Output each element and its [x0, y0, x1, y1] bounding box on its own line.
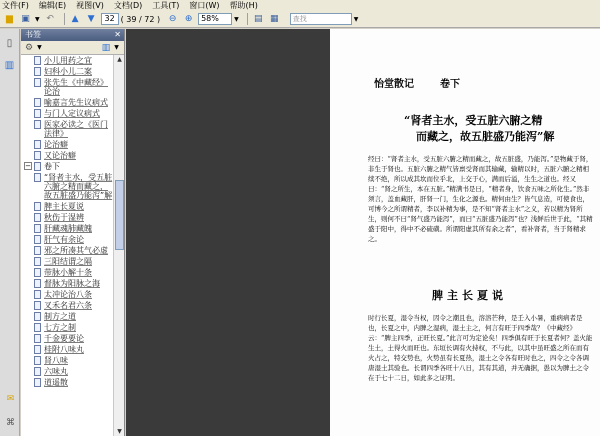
bookmark-icon: [34, 98, 41, 107]
bookmark-item[interactable]: [21, 333, 113, 344]
header-volume: 卷下: [440, 79, 460, 90]
bookmark-dropdown-icon[interactable]: ▼: [114, 44, 119, 51]
bookmark-label: 邪之所凑其气必虚: [44, 246, 108, 255]
chevron-down-icon[interactable]: ▼: [35, 15, 40, 23]
bookmark-icon: [34, 109, 41, 118]
bookmark-icon: [34, 151, 41, 160]
page-header: [374, 75, 460, 90]
bookmark-icon: [34, 257, 41, 266]
bookmark-scrollbar[interactable]: [113, 55, 124, 436]
bookmark-icon: [34, 367, 41, 376]
bookmark-label: 督脉为阳脉之海: [44, 279, 100, 288]
bookmark-item[interactable]: [21, 322, 113, 333]
fit-page-icon[interactable]: ▦: [269, 13, 279, 24]
print-icon[interactable]: ▣: [21, 13, 30, 24]
bookmark-icon: [34, 56, 41, 65]
bookmark-icon: [34, 312, 41, 321]
bookmark-label: 医家必读之《医门法律》: [44, 120, 108, 138]
bookmark-item[interactable]: [21, 289, 113, 300]
toolbar-divider: [247, 13, 248, 25]
bookmark-icon: [34, 162, 41, 171]
toolbar-divider: [64, 13, 65, 25]
bookmark-icon: [34, 356, 41, 365]
menu-edit[interactable]: 编辑(E): [38, 1, 67, 10]
bookmark-icon: [34, 202, 41, 211]
bookmark-item[interactable]: [21, 344, 113, 355]
bookmark-icon: [34, 246, 41, 255]
zoom-out-icon[interactable]: ⊖: [168, 13, 177, 24]
bookmark-icon: [34, 345, 41, 354]
scroll-down-icon[interactable]: ▼: [117, 428, 122, 435]
bookmark-label: 肾八味: [44, 356, 68, 365]
zoom-dropdown-icon[interactable]: ▼: [234, 15, 239, 23]
bookmark-item[interactable]: [21, 212, 113, 223]
bookmark-label: 张先生《中藏经》论治: [44, 78, 108, 96]
scroll-thumb[interactable]: [115, 180, 124, 250]
new-bookmark-icon[interactable]: ▥: [101, 42, 111, 53]
bookmark-item[interactable]: [21, 377, 113, 388]
bookmark-label: 六味丸: [44, 367, 68, 376]
bookmark-item[interactable]: [21, 366, 113, 377]
bookmark-label: 卷下: [44, 162, 60, 171]
bookmark-label: “肾者主水，受五脏六腑之精而藏之，故五脏盛乃能泻”解: [44, 173, 113, 200]
page-total: ( 39 / 72 ): [120, 14, 161, 24]
bookmark-item[interactable]: [21, 223, 113, 234]
bookmark-item[interactable]: [21, 311, 113, 322]
bookmarks-panel-icon[interactable]: ▥: [4, 60, 15, 71]
bookmark-item[interactable]: [21, 66, 113, 77]
zoom-select[interactable]: 58%: [198, 13, 232, 25]
menu-bar: [0, 0, 600, 11]
bookmark-icon: [34, 334, 41, 343]
bookmark-item[interactable]: [21, 77, 113, 97]
single-page-icon[interactable]: ▤: [253, 13, 263, 24]
collapse-toggle-icon[interactable]: −: [25, 162, 31, 170]
menu-help[interactable]: 帮助(H): [229, 1, 258, 10]
bookmark-icon: [34, 67, 41, 76]
bookmark-icon: [34, 235, 41, 244]
bookmark-item[interactable]: [21, 256, 113, 267]
bookmark-item[interactable]: [21, 267, 113, 278]
panel-title: [21, 29, 124, 41]
options-icon[interactable]: ⚙: [25, 42, 34, 53]
back-icon[interactable]: ↶: [46, 13, 54, 24]
bookmark-label: 又论治癖: [44, 151, 76, 160]
bookmark-icon: [34, 213, 41, 222]
bookmark-label: 带脉小解十条: [44, 268, 92, 277]
bookmark-item[interactable]: [21, 172, 113, 201]
attachments-panel-icon[interactable]: ⌘: [6, 418, 15, 428]
bookmark-label: 叉禾名君六条: [44, 301, 92, 310]
page-up-icon[interactable]: ▲: [71, 13, 79, 24]
bookmark-label: 脾主长夏说: [44, 202, 84, 211]
bookmark-item[interactable]: [21, 201, 113, 212]
bookmark-item[interactable]: [21, 119, 113, 139]
bookmark-label: 千金要要论: [44, 334, 84, 343]
menu-view[interactable]: 视图(V): [76, 1, 104, 10]
bookmark-icon: [34, 279, 41, 288]
panel-tools: [21, 41, 124, 55]
bookmark-item[interactable]: [21, 55, 113, 66]
bookmark-item[interactable]: [21, 108, 113, 119]
bookmark-icon: [34, 173, 41, 182]
menu-tools[interactable]: 工具(T): [152, 1, 180, 10]
close-icon[interactable]: ✕: [114, 30, 121, 39]
bookmark-icon: [34, 301, 41, 310]
bookmark-icon: [34, 224, 41, 233]
subsection-title: 脾主长夏说: [432, 289, 507, 302]
bookmark-item[interactable]: [21, 97, 113, 108]
bookmark-label: 七方之制: [44, 323, 76, 332]
subsection-body: 时行长夏，湿令当权，因令之潮且也，溶溶芒种，是壬入小暑，重病病者是也，长夏之中，内脾之湿病，湿土主之，何言有旺于四季哉？《中藏经》云：“脾主四季，正旺长夏。”此言可为定论矣！四季俱有旺于长夏者何？盖火能生土，土得火而旺也。东垣长调有火持权，不与此，以其中虽旺盛之所在而有火占之，特交势也，火势虽有长夏热，湿土之令各有旺时也之，四令之令各调唐湿土其验也。长谓四季各旺十八日，其有其道，并无确据，愚以为脾土之令在于七十二日，如此多之证明。: [368, 314, 593, 382]
bookmark-tree: [21, 55, 113, 436]
bookmark-group[interactable]: [21, 161, 113, 172]
open-folder-icon[interactable]: ▆: [6, 13, 13, 24]
bookmark-item[interactable]: [21, 355, 113, 366]
bookmark-label: 论治癖: [44, 140, 68, 149]
bookmark-label: 肝藏魂肺藏魄: [44, 224, 92, 233]
bookmark-label: 与门人定议病式: [44, 109, 100, 118]
bookmark-icon: [34, 268, 41, 277]
bookmarks-panel: [21, 29, 125, 436]
scroll-up-icon[interactable]: ▲: [117, 56, 122, 63]
menu-window[interactable]: 窗口(W): [189, 1, 220, 10]
page-number-input[interactable]: 32: [101, 13, 119, 25]
bookmark-label: 制方之道: [44, 312, 76, 321]
find-dropdown-icon[interactable]: ▼: [353, 15, 359, 23]
bookmark-label: 桂附八味丸: [44, 345, 84, 354]
navigation-rail: [0, 29, 20, 436]
bookmark-item[interactable]: [21, 300, 113, 311]
bookmark-label: 小儿用药之宜: [44, 56, 92, 65]
bookmark-label: 秋伤于湿辨: [44, 213, 84, 222]
find-input[interactable]: 查找: [290, 13, 352, 25]
zoom-in-icon[interactable]: ⊕: [184, 13, 193, 24]
bookmark-item[interactable]: [21, 234, 113, 245]
comments-panel-icon[interactable]: ✉: [6, 394, 15, 404]
bookmark-icon: [34, 290, 41, 299]
bookmark-label: 太冲论治八条: [44, 290, 92, 299]
section-body: 经曰：“肾者主水，受五脏六腑之精而藏之，故五脏盛，乃能泻。”是物藏于肾，非生于肾也。五脏六腑之精气皆禀受肾而其输藏，输精以时，五脏六腑之精相续不绝，所以成其坎而位乎北，上交于心，满而后溢，生生之道也。经又曰：“肾之所生，本在五脏。”精满书是曰，“精者身，饮食五味之所化生。”然非须言，盖血藏肝，肝肾一门，生化之源也。精何由生？皆气息造，可使食也，可博今之所谓精者，李以补精为事，是不知“肾者主水”之义，若以精为肾所生，则何不曰“肾气盛乃能泻”，而曰“五脏盛乃能泻”也？浅鲜后世于此，“其精盛于阳中，得中不必硫磺。所谓阳虚其所有余之者”，看补肾者，当于肾精求之。: [368, 155, 593, 243]
bookmark-label: 三阳结谓之隔: [44, 257, 92, 266]
bookmark-label: 肝气有余论: [44, 235, 84, 244]
bookmark-icon: [34, 323, 41, 332]
bookmark-icon: [34, 378, 41, 387]
section-title-line2: 而藏之，故五脏盛乃能泻”解: [416, 130, 555, 143]
bookmark-item[interactable]: [21, 150, 113, 161]
bookmark-label: 喻嘉言先生议病式: [44, 98, 108, 107]
bookmark-label: 道遥散: [44, 378, 68, 387]
bookmark-item[interactable]: [21, 139, 113, 150]
bookmark-item[interactable]: [21, 245, 113, 256]
section-title-line1: “肾者主水，受五脏六腑之精: [404, 114, 543, 127]
header-book-title: 怡堂散记: [374, 79, 414, 90]
options-dropdown-icon[interactable]: ▼: [37, 44, 42, 51]
page-down-icon[interactable]: ▼: [87, 13, 95, 24]
menu-file[interactable]: 文件(F): [2, 1, 29, 10]
bookmark-item[interactable]: [21, 278, 113, 289]
bookmark-label: 妇科小儿二案: [44, 67, 92, 76]
panel-title-text: 书签: [25, 30, 41, 39]
bookmark-icon: [34, 140, 41, 149]
bookmark-icon: [34, 120, 41, 129]
document-page[interactable]: [330, 29, 600, 436]
toolbar: [0, 11, 600, 28]
bookmark-icon: [34, 78, 41, 87]
pages-panel-icon[interactable]: ▯: [6, 38, 13, 49]
menu-document[interactable]: 文档(D): [113, 1, 143, 10]
